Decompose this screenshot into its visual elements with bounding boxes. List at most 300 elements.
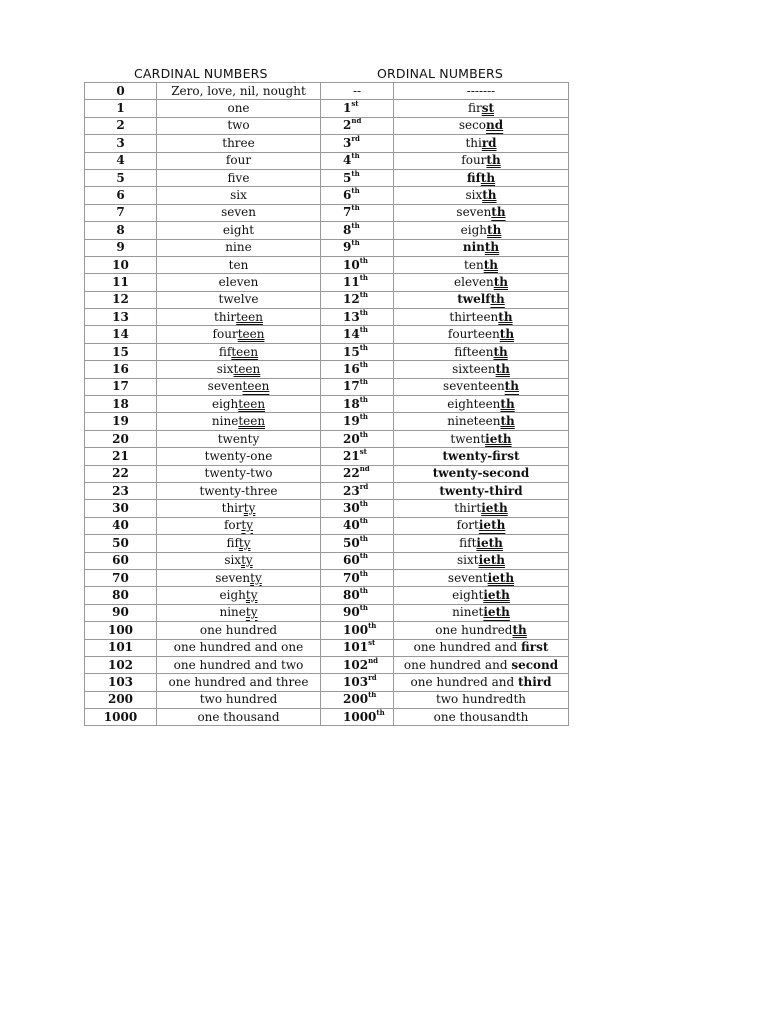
card-segment: teen [238, 396, 266, 411]
cardinal-word [157, 291, 321, 308]
ord-segment: th [499, 327, 515, 342]
ord-segment: th [500, 396, 515, 411]
cardinal-word [157, 309, 321, 326]
table-row [85, 169, 569, 186]
ord-segment: sixteen [452, 361, 496, 376]
cardinal-number: 1000 [85, 709, 157, 726]
ordinal-number [321, 656, 394, 673]
ordinal-number-value: -- [352, 83, 362, 98]
cardinal-number: 10 [85, 256, 157, 273]
ordinal-word [394, 413, 569, 430]
ord-segment: sixt [456, 553, 479, 568]
ordinal-word [394, 448, 569, 465]
ord-segment: nin [462, 240, 485, 255]
ordinal-number-value: 22 [343, 466, 360, 481]
ord-segment: seventeen [443, 379, 505, 394]
ordinal-suffix: th [359, 343, 369, 352]
cardinal-number: 90 [85, 604, 157, 621]
ordinal-number-value: 1000 [343, 709, 377, 724]
ord-segment: one hundred and [410, 674, 518, 689]
ordinal-suffix: nd [351, 117, 362, 126]
ord-segment: fif [466, 170, 481, 185]
cardinal-word [157, 100, 321, 117]
table-row [85, 430, 569, 447]
ordinal-suffix: th [351, 152, 360, 161]
table-row [85, 361, 569, 378]
ordinal-word [394, 309, 569, 326]
card-segment: nine [219, 605, 246, 620]
cardinal-number: 15 [85, 343, 157, 360]
ord-segment: third [517, 674, 552, 689]
ordinal-word [394, 187, 569, 204]
ordinal-number-value: 23 [343, 483, 360, 498]
cardinal-word [157, 117, 321, 134]
ordinal-suffix: st [351, 99, 359, 109]
ordinal-suffix: th [351, 204, 360, 213]
ord-segment: th [500, 414, 515, 429]
ord-segment: nineteen [447, 414, 501, 429]
table-row [85, 187, 569, 204]
cardinal-number: 1 [85, 100, 157, 117]
cardinal-word [157, 569, 321, 586]
ord-segment: one hundred and [403, 657, 512, 672]
ordinal-word [394, 396, 569, 413]
ord-segment: first [521, 640, 549, 655]
table-row [85, 100, 569, 117]
card-segment: ty [241, 553, 253, 568]
cardinal-word [157, 169, 321, 186]
cardinal-word [157, 604, 321, 621]
card-segment: twenty-two [204, 466, 273, 481]
card-segment: one hundred [199, 622, 278, 637]
ordinal-number [321, 83, 394, 100]
ordinal-number-value: 21 [343, 448, 360, 463]
cardinal-number: 200 [85, 691, 157, 708]
ordinal-word [394, 135, 569, 152]
cardinal-word [157, 430, 321, 447]
card-segment: six [230, 188, 247, 203]
cardinal-word [157, 500, 321, 517]
numbers-table-body [85, 83, 569, 726]
ordinal-number-value: 1 [343, 101, 352, 116]
ordinal-suffix: th [368, 691, 377, 700]
card-segment: Zero, love, nil, nought [171, 83, 306, 98]
ordinal-word [394, 500, 569, 517]
ordinal-suffix: th [359, 256, 369, 265]
ordinal-word [394, 656, 569, 673]
cardinal-word [157, 326, 321, 343]
cardinal-number: 30 [85, 500, 157, 517]
cardinal-number: 50 [85, 535, 157, 552]
cardinal-number: 70 [85, 569, 157, 586]
table-row [85, 239, 569, 256]
ordinal-word [394, 274, 569, 291]
table-row [85, 256, 569, 273]
card-segment: one hundred and two [173, 657, 304, 672]
card-segment: fif [226, 535, 239, 550]
card-segment: ty [238, 535, 251, 550]
card-segment: nine [225, 240, 252, 255]
ordinal-suffix: th [359, 325, 369, 335]
cardinal-word [157, 709, 321, 726]
ord-segment: fort [456, 518, 479, 533]
ord-segment: eleven [454, 274, 494, 289]
table-row [85, 222, 569, 239]
cardinal-number: 22 [85, 465, 157, 482]
ordinal-number [321, 691, 394, 708]
ord-segment: ninet [452, 605, 484, 620]
ordinal-suffix: th [359, 430, 369, 439]
ord-segment: ieth [481, 501, 508, 516]
ord-segment: one thousandth [433, 709, 529, 724]
ordinal-word [394, 378, 569, 395]
ord-segment: fifteen [454, 344, 494, 359]
ordinal-number-value: 3 [343, 135, 352, 150]
cardinal-number: 11 [85, 274, 157, 291]
table-headers [84, 66, 568, 82]
ordinal-number [321, 187, 394, 204]
ordinal-number-value: 50 [343, 535, 360, 550]
cardinal-number: 5 [85, 169, 157, 186]
ordinal-number [321, 709, 394, 726]
ordinal-number [321, 639, 394, 656]
ordinal-word [394, 430, 569, 447]
ordinal-suffix: th [359, 412, 369, 422]
ordinal-number-value: 17 [343, 379, 360, 394]
cardinal-number: 21 [85, 448, 157, 465]
ordinal-number [321, 517, 394, 534]
ordinal-word [394, 117, 569, 134]
cardinal-number: 60 [85, 552, 157, 569]
ordinal-number-value: 100 [343, 622, 369, 637]
cardinal-word [157, 274, 321, 291]
table-row [85, 552, 569, 569]
card-segment: nine [211, 414, 239, 429]
cardinal-number: 8 [85, 222, 157, 239]
ordinal-word [394, 291, 569, 308]
ordinal-number-value: 13 [343, 309, 360, 324]
ordinal-number-value: 2 [343, 118, 352, 133]
cardinal-word [157, 83, 321, 100]
ordinal-suffix: st [368, 639, 376, 648]
ordinal-suffix: th [376, 708, 385, 717]
ordinal-suffix: th [359, 273, 369, 282]
table-row [85, 674, 569, 691]
cardinal-word [157, 222, 321, 239]
ordinal-number [321, 152, 394, 169]
ord-segment: two hundredth [435, 692, 527, 707]
ordinal-word [394, 256, 569, 273]
ord-segment: second [511, 657, 559, 672]
ordinal-word [394, 552, 569, 569]
ordinal-number-value: 4 [343, 153, 352, 168]
ord-segment: ieth [478, 518, 506, 533]
ordinal-number [321, 169, 394, 186]
ordinal-word [394, 204, 569, 221]
ord-segment: eighteen [447, 396, 501, 411]
cardinal-number: 9 [85, 239, 157, 256]
ordinal-number-value: 14 [343, 327, 360, 342]
ordinal-word [394, 222, 569, 239]
cardinal-number: 6 [85, 187, 157, 204]
table-row [85, 309, 569, 326]
ordinal-number [321, 309, 394, 326]
ordinal-number [321, 100, 394, 117]
cardinal-word [157, 465, 321, 482]
ordinal-word [394, 517, 569, 534]
cardinal-number: 101 [85, 639, 157, 656]
table-row [85, 569, 569, 586]
ordinal-number [321, 274, 394, 291]
ord-segment: ieth [485, 431, 512, 446]
ord-segment: one hundred [435, 622, 513, 637]
ord-segment: ten [464, 257, 484, 272]
ord-segment: th [487, 222, 502, 237]
ordinal-number [321, 256, 394, 273]
ordinal-number-value: 103 [343, 674, 369, 689]
ordinal-number [321, 413, 394, 430]
ord-segment: seco [458, 118, 487, 133]
cardinal-number: 2 [85, 117, 157, 134]
ord-segment: twenty-third [439, 483, 523, 498]
card-segment: ty [245, 588, 258, 603]
ordinal-suffix: th [351, 239, 360, 248]
ordinal-number-value: 200 [343, 692, 369, 707]
ordinal-word [394, 535, 569, 552]
ordinal-number [321, 465, 394, 482]
cardinal-word [157, 204, 321, 221]
ordinal-number [321, 482, 394, 499]
card-segment: three [222, 135, 255, 150]
ord-segment: ------- [466, 83, 496, 98]
ordinal-number [321, 430, 394, 447]
table-row [85, 413, 569, 430]
table-row [85, 378, 569, 395]
ordinal-number [321, 396, 394, 413]
table-row [85, 517, 569, 534]
table-row [85, 448, 569, 465]
ordinal-word [394, 622, 569, 639]
ordinal-suffix: rd [359, 482, 369, 491]
ordinal-suffix: st [359, 447, 367, 456]
cardinal-word [157, 552, 321, 569]
ordinal-number [321, 361, 394, 378]
ordinal-word [394, 169, 569, 186]
ordinal-number [321, 535, 394, 552]
table-row [85, 291, 569, 308]
card-segment: ten [228, 257, 249, 272]
cardinal-number: 3 [85, 135, 157, 152]
cardinal-number: 12 [85, 291, 157, 308]
ord-segment: rd [481, 135, 497, 150]
numbers-table [84, 82, 569, 726]
card-segment: four [225, 153, 252, 168]
ord-segment: seven [456, 205, 492, 220]
ord-segment: thirt [454, 501, 482, 516]
card-segment: ty [250, 570, 262, 585]
ordinal-suffix: th [359, 517, 369, 526]
table-row [85, 83, 569, 100]
card-segment: six [224, 553, 242, 568]
ordinal-suffix: th [359, 499, 369, 509]
table-row [85, 326, 569, 343]
cardinal-number: 16 [85, 361, 157, 378]
ordinal-suffix: th [359, 395, 369, 404]
ordinal-word [394, 709, 569, 726]
ord-segment: th [495, 361, 510, 376]
table-row [85, 117, 569, 134]
ordinal-word [394, 587, 569, 604]
card-segment: ty [241, 518, 253, 533]
table-row [85, 535, 569, 552]
ordinal-number-value: 19 [343, 414, 360, 429]
cardinal-number: 13 [85, 309, 157, 326]
cardinal-word [157, 239, 321, 256]
ordinal-suffix: th [351, 221, 360, 230]
ordinal-number [321, 674, 394, 691]
cardinal-word [157, 361, 321, 378]
ordinal-number [321, 587, 394, 604]
card-segment: teen [236, 309, 263, 324]
ordinal-number [321, 326, 394, 343]
cardinal-word [157, 535, 321, 552]
ordinal-number-value: 8 [343, 222, 352, 237]
ord-segment: th [490, 292, 505, 307]
ordinal-number-value: 30 [343, 501, 360, 516]
card-segment: ty [243, 501, 256, 516]
card-segment: two hundred [199, 692, 278, 707]
ordinal-number-value: 15 [343, 344, 360, 359]
table-row [85, 343, 569, 360]
cardinal-word [157, 256, 321, 273]
ordinal-suffix: th [359, 604, 369, 613]
ordinal-word [394, 569, 569, 586]
ord-segment: fift [459, 535, 477, 550]
ordinal-number-value: 101 [343, 640, 369, 655]
ordinal-number-value: 90 [343, 605, 360, 620]
card-segment: one hundred and one [173, 640, 304, 655]
ord-segment: twent [450, 431, 486, 446]
cardinal-word [157, 622, 321, 639]
ordinal-number [321, 204, 394, 221]
table-row [85, 604, 569, 621]
cardinal-word [157, 639, 321, 656]
cardinal-number: 80 [85, 587, 157, 604]
table-row [85, 639, 569, 656]
ord-segment: fir [467, 101, 482, 116]
ordinal-number [321, 569, 394, 586]
ordinal-numbers-heading: ORDINAL NUMBERS [377, 66, 504, 81]
ord-segment: th [483, 257, 498, 272]
ordinal-word [394, 482, 569, 499]
card-segment: teen [242, 379, 270, 394]
ordinal-number [321, 622, 394, 639]
ord-segment: ieth [483, 588, 510, 603]
cardinal-word [157, 413, 321, 430]
card-segment: teen [237, 327, 265, 342]
ordinal-suffix: th [359, 586, 369, 596]
table-row [85, 152, 569, 169]
ordinal-word [394, 465, 569, 482]
ordinal-number [321, 291, 394, 308]
card-segment: eight [222, 222, 255, 237]
ord-segment: fourteen [447, 327, 500, 342]
ordinal-suffix: th [359, 569, 369, 578]
ord-segment: th [493, 274, 508, 289]
cardinal-word [157, 517, 321, 534]
ord-segment: thi [465, 135, 482, 150]
ordinal-suffix: th [351, 169, 360, 178]
cardinal-number: 103 [85, 674, 157, 691]
cardinal-number: 0 [85, 83, 157, 100]
ordinal-number [321, 500, 394, 517]
card-segment: one [227, 101, 250, 116]
cardinal-word [157, 152, 321, 169]
card-segment: four [212, 327, 238, 342]
ordinal-number-value: 40 [343, 518, 360, 533]
ord-segment: th [498, 309, 513, 324]
ordinal-word [394, 639, 569, 656]
ordinal-suffix: nd [368, 656, 379, 665]
card-segment: twenty [217, 431, 260, 446]
ord-segment: th [491, 205, 506, 220]
table-row [85, 274, 569, 291]
ordinal-number-value: 10 [343, 257, 360, 272]
cardinal-number: 17 [85, 378, 157, 395]
ordinal-suffix: th [351, 186, 360, 196]
ordinal-suffix: th [359, 534, 369, 543]
ordinal-suffix: th [359, 291, 369, 300]
table-row [85, 482, 569, 499]
ordinal-suffix: th [368, 621, 377, 630]
ord-segment: twelf [457, 292, 491, 307]
card-segment: teen [231, 344, 259, 359]
cardinal-numbers-heading: CARDINAL NUMBERS [134, 66, 268, 81]
cardinal-number: 7 [85, 204, 157, 221]
ordinal-number-value: 70 [343, 570, 360, 585]
ordinal-number [321, 222, 394, 239]
cardinal-number: 14 [85, 326, 157, 343]
ordinal-word [394, 343, 569, 360]
ord-segment: ieth [478, 553, 506, 568]
ordinal-number [321, 448, 394, 465]
table-row [85, 587, 569, 604]
table-row [85, 709, 569, 726]
ordinal-word [394, 361, 569, 378]
ord-segment: nd [486, 118, 504, 133]
card-segment: six [216, 361, 234, 376]
ordinal-word [394, 239, 569, 256]
cardinal-word [157, 378, 321, 395]
table-row [85, 622, 569, 639]
ordinal-word [394, 674, 569, 691]
ord-segment: th [493, 344, 508, 359]
ordinal-number-value: 18 [343, 396, 360, 411]
ord-segment: th [484, 240, 500, 255]
cardinal-word [157, 448, 321, 465]
ordinal-word [394, 83, 569, 100]
ordinal-word [394, 691, 569, 708]
ord-segment: th [480, 170, 496, 185]
ordinal-number-value: 7 [343, 205, 352, 220]
ordinal-number-value: 80 [343, 588, 360, 603]
ordinal-suffix: nd [359, 465, 370, 474]
cardinal-number: 20 [85, 430, 157, 447]
card-segment: one hundred and three [168, 674, 309, 689]
ord-segment: four [461, 153, 487, 168]
ord-segment: twenty-first [442, 448, 520, 463]
card-segment: fif [218, 344, 232, 359]
